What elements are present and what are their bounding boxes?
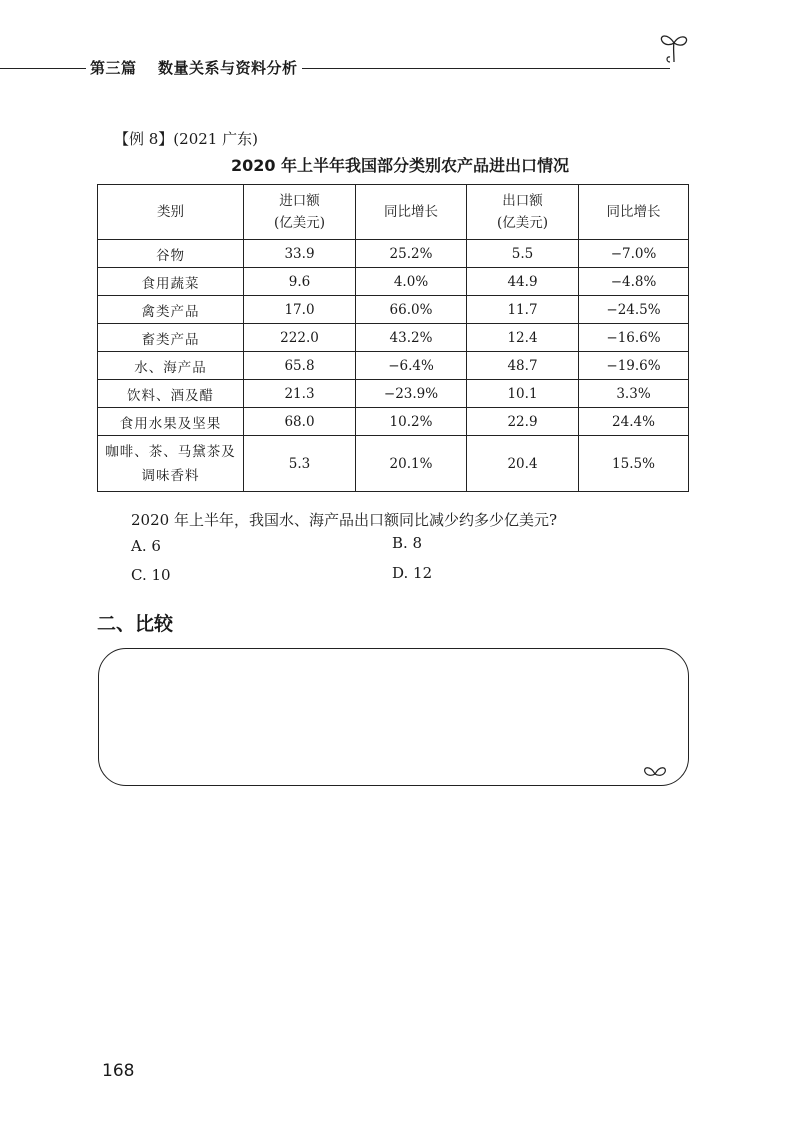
note-box bbox=[98, 648, 689, 786]
question-text: 2020 年上半年，我国水、海产品出口额同比减少约多少亿美元? bbox=[131, 511, 557, 529]
header-rule-right bbox=[302, 68, 670, 69]
table-row: 禽类产品 17.0 66.0% 11.7 −24.5% bbox=[98, 296, 689, 324]
header-rule-left bbox=[0, 68, 86, 69]
header-category: 类别 bbox=[98, 185, 244, 240]
section-title: 数量关系与资料分析 bbox=[158, 59, 298, 77]
example-label: 【例 8】(2021 广东) bbox=[114, 130, 258, 148]
header-export-growth: 同比增长 bbox=[579, 185, 689, 240]
table-row: 畜类产品 222.0 43.2% 12.4 −16.6% bbox=[98, 324, 689, 352]
trade-table bbox=[97, 184, 689, 492]
header-import-growth: 同比增长 bbox=[356, 185, 467, 240]
leaf-icon bbox=[642, 762, 668, 780]
option-d: D. 12 bbox=[392, 564, 433, 582]
chapter-label: 第三篇 bbox=[90, 59, 137, 77]
table-row: 咖啡、茶、马黛茶及 调味香料 5.3 20.1% 20.4 15.5% bbox=[98, 436, 689, 492]
table-row: 食用蔬菜 9.6 4.0% 44.9 −4.8% bbox=[98, 268, 689, 296]
option-b: B. 8 bbox=[392, 534, 423, 552]
table-row: 饮料、酒及醋 21.3 −23.9% 10.1 3.3% bbox=[98, 380, 689, 408]
header-export: 出口额 (亿美元) bbox=[467, 185, 579, 240]
header-import: 进口额 (亿美元) bbox=[244, 185, 356, 240]
table-row: 谷物 33.9 25.2% 5.5 −7.0% bbox=[98, 240, 689, 268]
page-number: 168 bbox=[102, 1061, 135, 1081]
table-header-row bbox=[98, 185, 689, 240]
table-row: 食用水果及坚果 68.0 10.2% 22.9 24.4% bbox=[98, 408, 689, 436]
option-a: A. 6 bbox=[131, 537, 161, 555]
table-title: 2020 年上半年我国部分类别农产品进出口情况 bbox=[230, 156, 570, 175]
sprout-icon bbox=[656, 30, 692, 64]
section-heading: 二、比较 bbox=[97, 613, 174, 635]
table-row: 水、海产品 65.8 −6.4% 48.7 −19.6% bbox=[98, 352, 689, 380]
option-c: C. 10 bbox=[131, 566, 171, 584]
